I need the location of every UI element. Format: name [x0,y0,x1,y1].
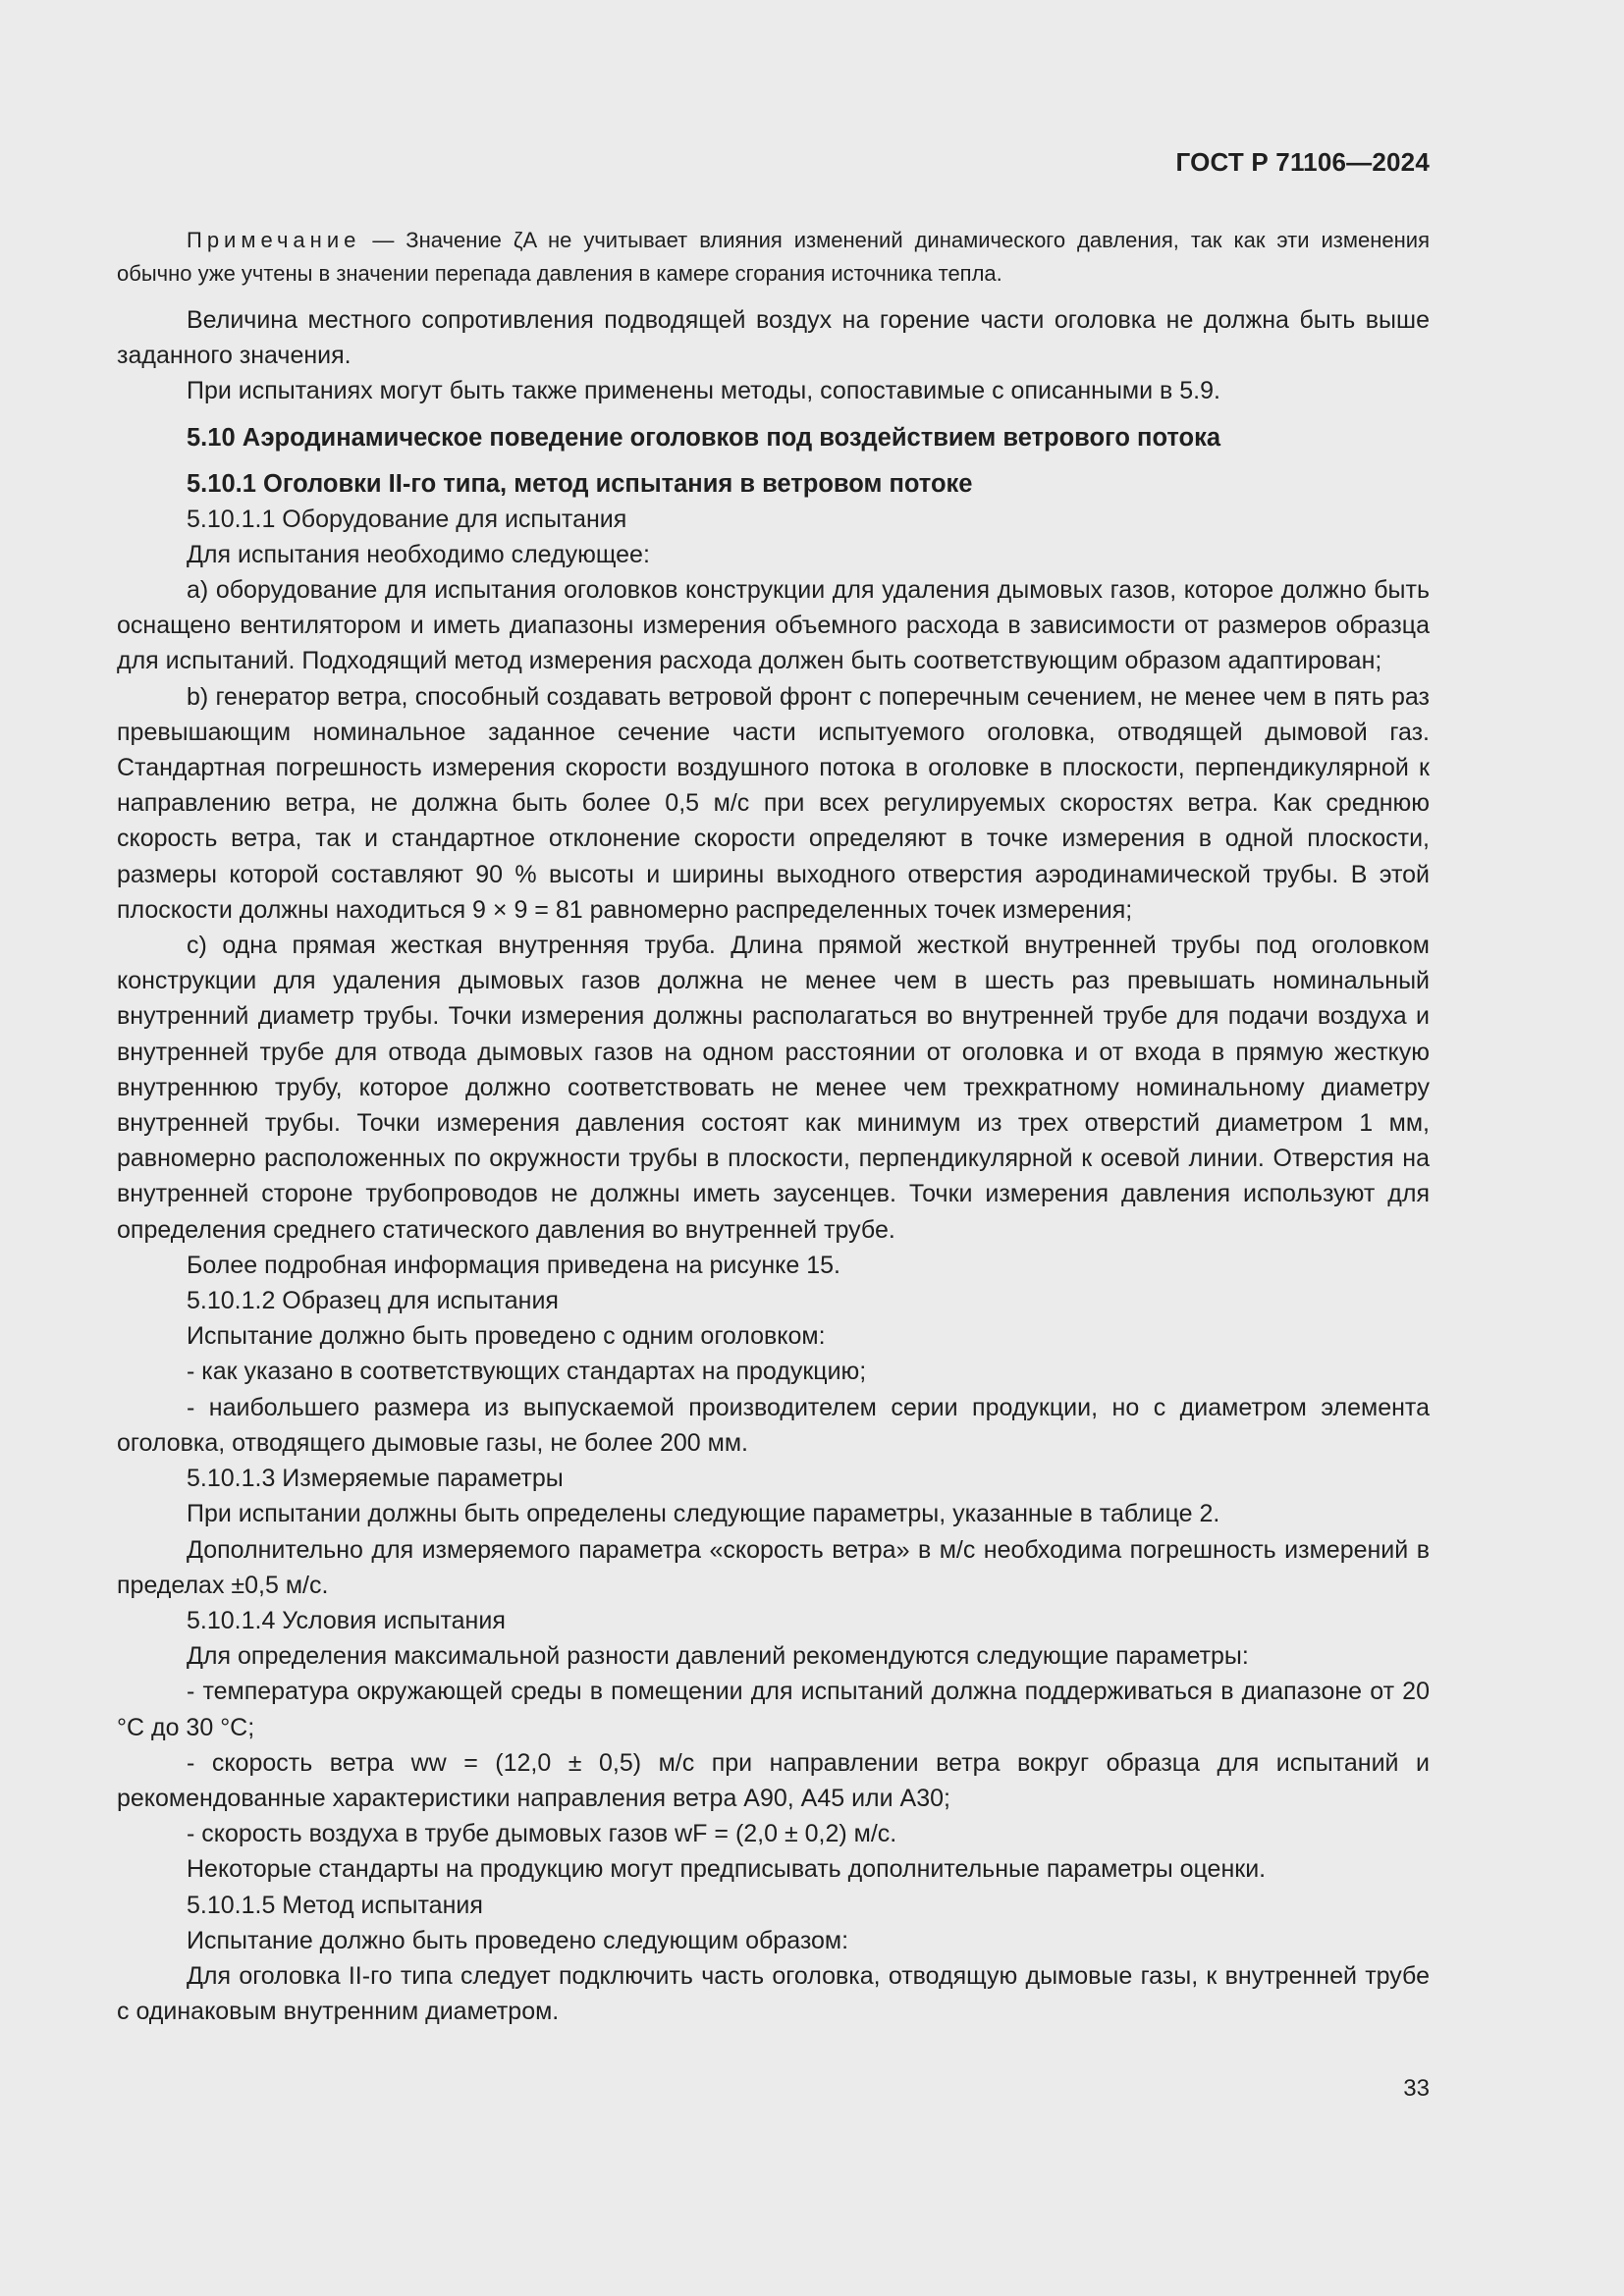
subsection-heading-5-10-1-2: 5.10.1.2 Образец для испытания [187,1287,559,1315]
dash-item-standards: - как указано в соответствующих стандартах на продукцию; [187,1358,867,1386]
paragraph-recommended-parameters: Для определения максимальной разности давлений рекомендуются следующие параметры: [187,1642,1249,1671]
list-item-a: a) оборудование для испытания оголовков конструкции для удаления дымовых газов, которое должно быть оснащено вентилятором и иметь диапазоны измерения объемного расхода в зависимости от размеров образца для испытаний. Подходящий метод измерения расхода должен быть соответствующим образом адаптирован; [117,576,1430,675]
document-id-header: ГОСТ Р 71106—2024 [1175,147,1430,177]
section-heading-5-10-1: 5.10.1 Оголовки II-го типа, метод испытания в ветровом потоке [187,469,973,498]
paragraph-wind-speed-accuracy: Дополнительно для измеряемого параметра «скорость ветра» в м/с необходима погрешность измерений в пределах ±0,5 м/с. [117,1535,1430,1599]
paragraph-single-cap: Испытание должно быть проведено с одним оголовком: [187,1322,826,1351]
paragraph-additional-evaluation: Некоторые стандарты на продукцию могут предписывать дополнительные параметры оценки. [187,1855,1267,1884]
paragraph-comparable-methods: При испытаниях могут быть также применены методы, сопоставимые с описанными в 5.9. [187,377,1220,405]
dash-item-temperature: - температура окружающей среды в помещении для испытаний должна поддерживаться в диапазоне от 20 °С до 30 °С; [117,1678,1430,1741]
paragraph-required-equipment: Для испытания необходимо следующее: [187,540,650,568]
subsection-heading-5-10-1-3: 5.10.1.3 Измеряемые параметры [187,1465,564,1493]
list-item-c: c) одна прямая жесткая внутренняя труба. Длина прямой жесткой внутренней трубы под оголовком конструкции для удаления дымовых газов должна не менее чем в шесть раз превышать номинальный внутренний диаметр трубы. Точки измерения должны располагаться во внутренней трубе для подачи воздуха и внутренней трубе для отвода дымовых газов на одном расстоянии от оголовка и от входа в прямую жесткую внутреннюю трубу, которое должно соответствовать не менее чем трехкратному номинальному диаметру внутренней трубы. Точки измерения давления состоят как минимум из трех отверстий диаметром 1 мм, равномерно расположенных по окружности трубы в плоскости, перпендикулярной к осевой линии. Отверстия на внутренней стороне трубопроводов не должны иметь заусенцев. Точки измерения давления используют для определения среднего статического давления во внутренней трубе. [117,932,1430,1244]
list-item-b: b) генератор ветра, способный создавать ветровой фронт с поперечным сечением, не менее чем в пять раз превышающим номинальное заданное сечение части испытуемого оголовка, отводящей дымовой газ. Стандартная погрешность измерения скорости воздушного потока в оголовке в плоскости, перпендикулярной к направлению ветра, не должна быть более 0,5 м/с при всех регулируемых скоростях ветра. Как среднюю скорость ветра, так и стандартное отклонение скорости определяют в точке измерения в одной плоскости, размеры которой составляют 90 % высоты и ширины выходного отверстия аэродинамической трубы. В этой плоскости должны находиться 9 × 9 = 81 равномерно распределенных точек измерения; [117,682,1430,924]
dash-item-largest-size: - наибольшего размера из выпускаемой производителем серии продукции, но с диаметром элемента оголовка, отводящего дымовые газы, не более 200 мм. [117,1393,1430,1457]
paragraph-figure-reference: Более подробная информация приведена на рисунке 15. [187,1251,840,1279]
subsection-heading-5-10-1-4: 5.10.1.4 Условия испытания [187,1606,506,1634]
section-heading-5-10: 5.10 Аэродинамическое поведение оголовков под воздействием ветрового потока [187,423,1221,452]
paragraph-local-resistance: Величина местного сопротивления подводящей воздух на горение части оголовка не должна быть выше заданного значения. [117,306,1430,370]
page-number: 33 [1403,2075,1430,2102]
note-text: — Значение ζA не учитывает влияния изменений динамического давления, так как эти изменения обычно уже учтены в значении перепада давления в камере сгорания источника тепла. [117,228,1430,286]
page-content [117,224,1430,2029]
paragraph-parameters-table: При испытании должны быть определены следующие параметры, указанные в таблице 2. [187,1500,1220,1528]
paragraph-type-ii-connection: Для оголовка II-го типа следует подключить часть оголовка, отводящую дымовые газы, к внутренней трубе с одинаковым внутренним диаметром. [117,1961,1430,2026]
note-paragraph [117,224,1430,291]
subsection-heading-5-10-1-1: 5.10.1.1 Оборудование для испытания [187,505,627,533]
paragraph-test-procedure: Испытание должно быть проведено следующим образом: [187,1926,849,1954]
dash-item-wind-speed: - скорость ветра ww = (12,0 ± 0,5) м/с при направлении ветра вокруг образца для испытаний и рекомендованные характеристики направления ветра А90, А45 или А30; [117,1748,1430,1812]
note-label: Примечание [187,228,361,252]
subsection-heading-5-10-1-5: 5.10.1.5 Метод испытания [187,1891,483,1919]
dash-item-flue-air-speed: - скорость воздуха в трубе дымовых газов wF = (2,0 ± 0,2) м/с. [187,1820,897,1848]
